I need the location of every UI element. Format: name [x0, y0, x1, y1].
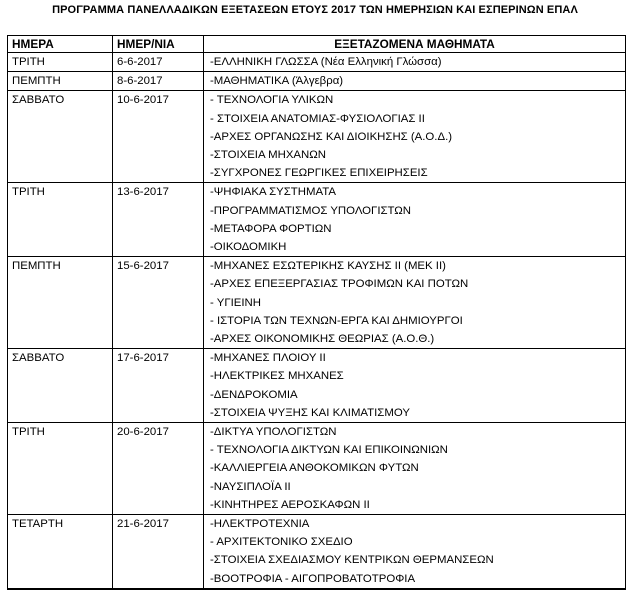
exam-day: ΤΡΙΤΗ: [8, 53, 113, 72]
subject-item: - ΙΣΤΟΡΙΑ ΤΩΝ ΤΕΧΝΩΝ-ΕΡΓΑ ΚΑΙ ΔΗΜΙΟΥΡΓΟΙ: [210, 314, 463, 327]
column-header-day: ΗΜΕΡΑ: [8, 36, 113, 53]
subject-item: -ΝΑΥΣΙΠΛΟΪΑ ΙΙ: [210, 480, 291, 493]
subject-item: - ΤΕΧΝΟΛΟΓΙΑ ΥΛΙΚΩΝ: [210, 94, 334, 107]
table-row: [8, 183, 626, 257]
subject-item: -ΜΗΧΑΝΕΣ ΠΛΟΙΟΥ ΙΙ: [210, 352, 326, 365]
subject-item: -ΣΤΟΙΧΕΙΑ ΨΥΞΗΣ ΚΑΙ ΚΛΙΜΑΤΙΣΜΟΥ: [210, 406, 410, 419]
table-row: [8, 53, 626, 72]
document-title: ΠΡΟΓΡΑΜΜΑ ΠΑΝΕΛΛΑΔΙΚΩΝ ΕΞΕΤΑΣΕΩΝ ΕΤΟΥΣ 2017 ΤΩΝ ΗΜΕΡΗΣΙΩΝ ΚΑΙ ΕΣΠΕΡΙΝΩΝ ΕΠΑΛ: [52, 4, 578, 16]
table-row: [8, 423, 626, 515]
subject-item: -ΗΛΕΚΤΡΙΚΕΣ ΜΗΧΑΝΕΣ: [210, 370, 344, 383]
exam-subjects: [204, 183, 626, 257]
exam-day: ΣΑΒΒΑΤΟ: [8, 91, 113, 183]
exam-date: 6-6-2017: [113, 53, 204, 72]
subject-item: -ΠΡΟΓΡΑΜΜΑΤΙΣΜΟΣ ΥΠΟΛΟΓΙΣΤΩΝ: [210, 204, 412, 217]
table-row: [8, 349, 626, 423]
schedule-body: [8, 53, 626, 589]
exam-schedule-table: [7, 35, 626, 590]
subject-item: -ΜΕΤΑΦΟΡΑ ΦΟΡΤΙΩΝ: [210, 222, 332, 235]
subject-item: - ΣΤΟΙΧΕΙΑ ΑΝΑΤΟΜΙΑΣ-ΦΥΣΙΟΛΟΓΙΑΣ ΙΙ: [210, 112, 425, 125]
exam-date: 13-6-2017: [113, 183, 204, 257]
table-header-row: [8, 36, 626, 53]
subject-item: -ΟΙΚΟΔΟΜΙΚΗ: [210, 241, 287, 254]
subject-item: -ΣΤΟΙΧΕΙΑ ΜΗΧΑΝΩΝ: [210, 149, 326, 162]
subject-item: -ΑΡΧΕΣ ΕΠΕΞΕΡΓΑΣΙΑΣ ΤΡΟΦΙΜΩΝ ΚΑΙ ΠΟΤΩΝ: [210, 278, 469, 291]
subject-item: - ΑΡΧΙΤΕΚΤΟΝΙΚΟ ΣΧΕΔΙΟ: [210, 536, 353, 549]
exam-subjects: [204, 515, 626, 589]
exam-date: 10-6-2017: [113, 91, 204, 183]
subject-item: -ΚΑΛΛΙΕΡΓΕΙΑ ΑΝΘΟΚΟΜΙΚΩΝ ΦΥΤΩΝ: [210, 462, 419, 475]
table-row: [8, 515, 626, 589]
table-row: [8, 257, 626, 349]
table-row: [8, 91, 626, 183]
exam-day: ΣΑΒΒΑΤΟ: [8, 349, 113, 423]
exam-date: 15-6-2017: [113, 257, 204, 349]
subject-item: -ΔΙΚΤΥΑ ΥΠΟΛΟΓΙΣΤΩΝ: [210, 426, 337, 439]
exam-day: ΤΡΙΤΗ: [8, 423, 113, 515]
subject-item: -ΗΛΕΚΤΡΟΤΕΧΝΙΑ: [210, 518, 310, 531]
exam-day: ΤΡΙΤΗ: [8, 183, 113, 257]
exam-subjects: [204, 257, 626, 349]
exam-date: 20-6-2017: [113, 423, 204, 515]
subject-item: -ΜΑΘΗΜΑΤΙΚΑ (Άλγεβρα): [210, 75, 344, 88]
subject-item: -ΣΥΓΧΡΟΝΕΣ ΓΕΩΡΓΙΚΕΣ ΕΠΙΧΕΙΡΗΣΕΙΣ: [210, 167, 428, 180]
column-header-date: ΗΜΕΡ/ΝΙΑ: [113, 36, 204, 53]
exam-subjects: [204, 53, 626, 72]
subject-item: -ΜΗΧΑΝΕΣ ΕΣΩΤΕΡΙΚΗΣ ΚΑΥΣΗΣ ΙΙ (ΜΕΚ ΙΙ): [210, 260, 446, 273]
exam-subjects: [204, 423, 626, 515]
exam-date: 21-6-2017: [113, 515, 204, 589]
subject-item: -ΔΕΝΔΡΟΚΟΜΙΑ: [210, 388, 298, 401]
subject-item: -ΑΡΧΕΣ ΟΙΚΟΝΟΜΙΚΗΣ ΘΕΩΡΙΑΣ (Α.Ο.Θ.): [210, 333, 435, 346]
exam-date: 8-6-2017: [113, 72, 204, 91]
exam-subjects: [204, 91, 626, 183]
subject-item: -ΣΤΟΙΧΕΙΑ ΣΧΕΔΙΑΣΜΟΥ ΚΕΝΤΡΙΚΩΝ ΘΕΡΜΑΝΣΕΩΝ: [210, 554, 494, 567]
subject-item: -ΕΛΛΗΝΙΚΗ ΓΛΩΣΣΑ (Νέα Ελληνική Γλώσσα): [210, 56, 442, 68]
subject-item: -ΚΙΝΗΤΗΡΕΣ ΑΕΡΟΣΚΑΦΩΝ ΙΙ: [210, 498, 370, 511]
subject-item: -ΨΗΦΙΑΚΑ ΣΥΣΤΗΜΑΤΑ: [210, 186, 336, 199]
exam-subjects: [204, 72, 626, 91]
subject-item: - ΤΕΧΝΟΛΟΓΙΑ ΔΙΚΤΥΩΝ ΚΑΙ ΕΠΙΚΟΙΝΩΝΙΩΝ: [210, 444, 448, 457]
exam-subjects: [204, 349, 626, 423]
exam-date: 17-6-2017: [113, 349, 204, 423]
subject-item: -ΑΡΧΕΣ ΟΡΓΑΝΩΣΗΣ ΚΑΙ ΔΙΟΙΚΗΣΗΣ (Α.Ο.Δ.): [210, 130, 453, 143]
exam-day: ΤΕΤΑΡΤΗ: [8, 515, 113, 589]
exam-day: ΠΕΜΠΤΗ: [8, 257, 113, 349]
exam-day: ΠΕΜΠΤΗ: [8, 72, 113, 91]
column-header-subjects: ΕΞΕΤΑΖΟΜΕΝΑ ΜΑΘΗΜΑΤΑ: [204, 36, 626, 53]
table-row: [8, 72, 626, 91]
subject-item: - ΥΓΙΕΙΝΗ: [210, 296, 262, 309]
subject-item: -ΒΟΟΤΡΟΦΙΑ - ΑΙΓΟΠΡΟΒΑΤΟΤΡΟΦΙΑ: [210, 572, 416, 585]
